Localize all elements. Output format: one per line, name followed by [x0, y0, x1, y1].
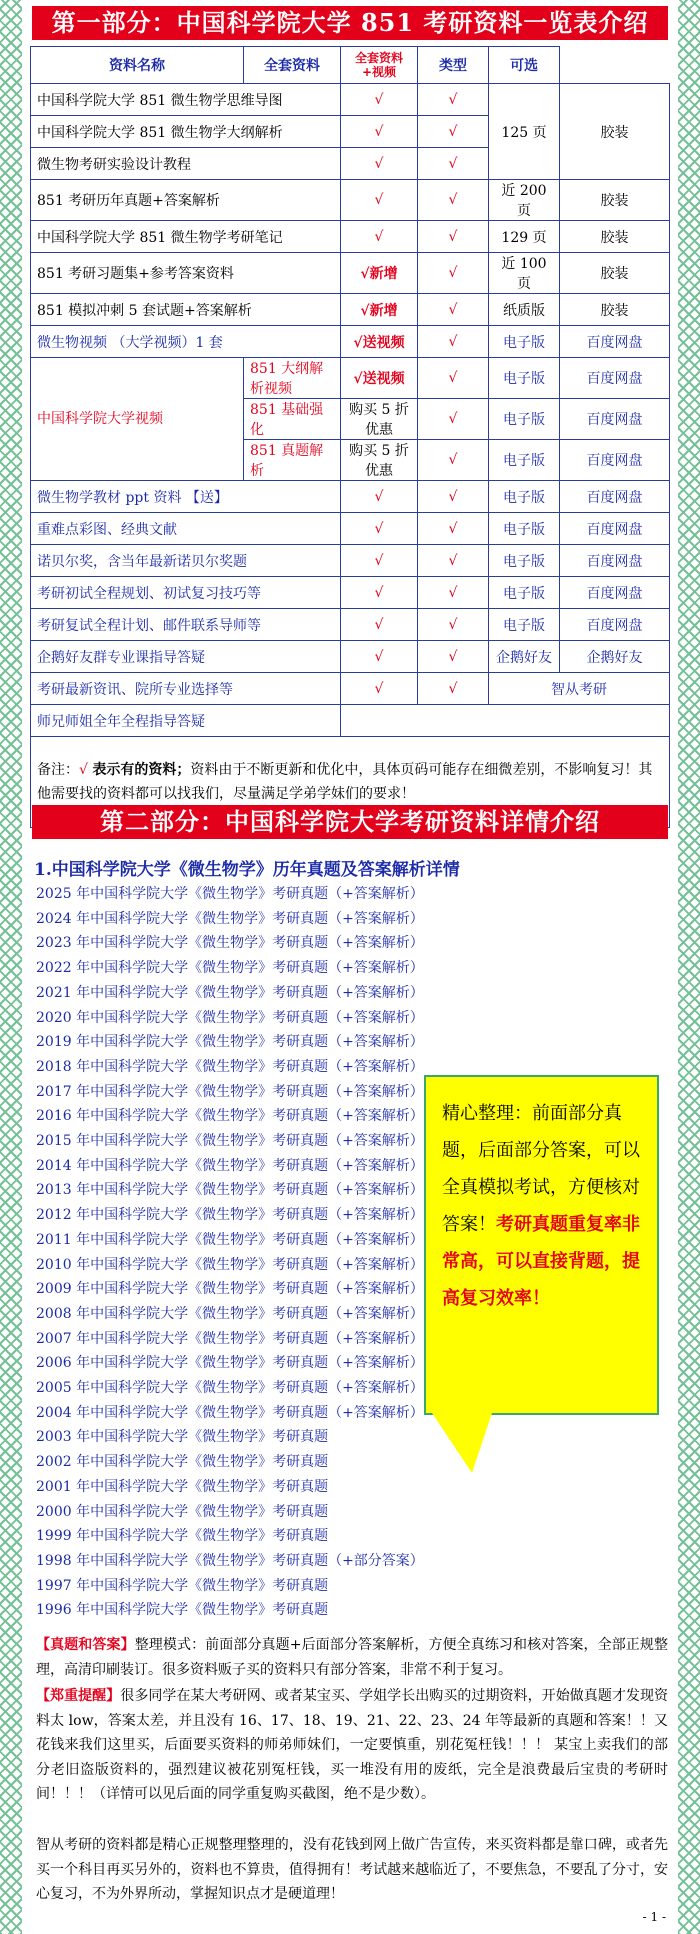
year-item: 2008 年中国科学院大学《微生物学》考研真题（+答案解析） [36, 1305, 424, 1322]
row-type: 电子版 [489, 358, 560, 399]
row-video: √ [418, 577, 489, 609]
row-name: 851 考研习题集+参考答案资料 [31, 253, 341, 294]
year-item: 2016 年中国科学院大学《微生物学》考研真题（+答案解析） [36, 1108, 424, 1125]
table-row [31, 641, 670, 673]
para2-text: 很多同学在某大考研网、或者某宝买、学姐学长出购买的过期资料，开始做真题才发现资料太 low，答案太差，并且没有 16、17、18、19、21、22、23、24 年等最新的真题和答案！！又花钱来我们这里买，后面要买资料的师弟师妹们，一定要慎重，别花冤枉钱！！！ 某宝上卖我们的部分老旧盗版资料的，强烈建议被花别冤枉钱，买一堆没有用的废纸，完全是浪费最后宝贵的考研时间！！！（详情可以见后面的同学重复购买截图，绝不是少数）。 [36, 1688, 669, 1802]
row-type: 电子版 [489, 545, 560, 577]
row-name: 企鹅好友群专业课指导答疑 [31, 641, 341, 673]
row-type: 电子版 [489, 481, 560, 513]
row-video: √ [418, 294, 489, 326]
row-name: 考研最新资讯、院所专业选择等 [31, 673, 341, 705]
table-row [31, 294, 670, 326]
year-item: 2006 年中国科学院大学《微生物学》考研真题（+答案解析） [36, 1355, 424, 1372]
row-type: 电子版 [489, 326, 560, 358]
row-full: √送视频 [341, 358, 418, 399]
row-opt: 百度网盘 [560, 481, 670, 513]
callout-black-text: 精心整理：前面部分真题，后面部分答案，可以全真模拟考试，方便核对答案！ [442, 1103, 640, 1235]
materials-table [30, 46, 670, 828]
paragraph-1 [36, 1633, 668, 1682]
note-check: √ [79, 762, 88, 778]
year-item: 2014 年中国科学院大学《微生物学》考研真题（+答案解析） [36, 1157, 424, 1174]
table-row [31, 326, 670, 358]
row-video: √ [418, 641, 489, 673]
right-decorative-border [678, 0, 700, 1934]
row-name: 中国科学院大学 851 微生物学大纲解析 [31, 116, 341, 148]
row-full: √ [341, 116, 418, 148]
row-full: √ [341, 84, 418, 116]
row-opt: 企鹅好友 [560, 641, 670, 673]
para1-text: 整理模式：前面部分真题+后面部分答案解析，方便全真练习和核对答案，全部正规整理，高清印刷装订。很多资料贩子买的资料只有部分答案，非常不利于复习。 [36, 1637, 669, 1678]
para2-label: 【郑重提醒】 [36, 1688, 121, 1704]
header-full-video: 全套资料+视频 [341, 47, 418, 84]
table-row [31, 673, 670, 705]
year-item: 2018 年中国科学院大学《微生物学》考研真题（+答案解析） [36, 1058, 424, 1075]
group-type: 125 页 [489, 84, 560, 180]
row-type: 电子版 [489, 513, 560, 545]
row-opt: 胶装 [560, 180, 670, 221]
header-full: 全套资料 [244, 47, 341, 84]
note-label: 备注： [37, 762, 79, 778]
row-type: 电子版 [489, 440, 560, 481]
year-item: 2022 年中国科学院大学《微生物学》考研真题（+答案解析） [36, 960, 424, 977]
row-opt: 百度网盘 [560, 545, 670, 577]
table-row [31, 609, 670, 641]
row-opt: 百度网盘 [560, 399, 670, 440]
row-full: √ [341, 148, 418, 180]
row-video: √ [418, 513, 489, 545]
header-name: 资料名称 [31, 47, 244, 84]
row-empty [341, 705, 670, 737]
callout-tail [432, 1413, 492, 1473]
table-row [31, 577, 670, 609]
left-decorative-border [0, 0, 22, 1934]
section-banner-1: 第一部分：中国科学院大学 851 考研资料一览表介绍 [32, 6, 668, 40]
table-row [31, 481, 670, 513]
year-item: 1996 年中国科学院大学《微生物学》考研真题 [36, 1602, 329, 1619]
year-item: 2005 年中国科学院大学《微生物学》考研真题（+答案解析） [36, 1380, 424, 1397]
table-row [31, 358, 670, 399]
row-type: 电子版 [489, 609, 560, 641]
table-row [31, 180, 670, 221]
year-item: 2004 年中国科学院大学《微生物学》考研真题（+答案解析） [36, 1404, 424, 1421]
row-video: √ [418, 545, 489, 577]
header-type: 类型 [418, 47, 489, 84]
row-name: 851 大纲解析视频 [244, 358, 341, 399]
row-opt: 胶装 [560, 294, 670, 326]
row-name: 诺贝尔奖，含当年最新诺贝尔奖题 [31, 545, 341, 577]
header-optional: 可选 [489, 47, 560, 84]
row-opt: 胶装 [560, 221, 670, 253]
year-item: 1999 年中国科学院大学《微生物学》考研真题 [36, 1528, 329, 1545]
year-item: 2011 年中国科学院大学《微生物学》考研真题（+答案解析） [36, 1231, 424, 1248]
row-video: √ [418, 84, 489, 116]
table-row [31, 513, 670, 545]
row-opt: 百度网盘 [560, 326, 670, 358]
year-item: 2003 年中国科学院大学《微生物学》考研真题 [36, 1429, 329, 1446]
table-row [31, 545, 670, 577]
row-full: √新增 [341, 253, 418, 294]
row-video: √ [418, 358, 489, 399]
year-item: 2001 年中国科学院大学《微生物学》考研真题 [36, 1478, 329, 1495]
row-type: 智从考研 [489, 673, 670, 705]
year-item: 2013 年中国科学院大学《微生物学》考研真题（+答案解析） [36, 1182, 424, 1199]
row-video: √ [418, 399, 489, 440]
video-group-label: 中国科学院大学视频 [31, 358, 244, 481]
year-item: 2009 年中国科学院大学《微生物学》考研真题（+答案解析） [36, 1281, 424, 1298]
table-row [31, 84, 670, 116]
year-item: 2000 年中国科学院大学《微生物学》考研真题 [36, 1503, 329, 1520]
row-video: √ [418, 180, 489, 221]
row-video: √ [418, 481, 489, 513]
page-number: - 1 - [642, 1910, 666, 1924]
row-full: 购买 5 折优惠 [341, 440, 418, 481]
section-banner-2: 第二部分：中国科学院大学考研资料详情介绍 [32, 805, 668, 839]
paragraph-2 [36, 1684, 668, 1807]
row-full: √ [341, 180, 418, 221]
row-type: 近 200 页 [489, 180, 560, 221]
row-full: √新增 [341, 294, 418, 326]
para1-label: 【真题和答案】 [36, 1637, 135, 1653]
row-type: 电子版 [489, 577, 560, 609]
row-video: √ [418, 148, 489, 180]
paragraph-3 [36, 1833, 668, 1907]
row-full: √ [341, 221, 418, 253]
row-opt: 百度网盘 [560, 440, 670, 481]
row-full: √ [341, 673, 418, 705]
row-name: 851 模拟冲刺 5 套试题+答案解析 [31, 294, 341, 326]
table-header-row [31, 47, 670, 84]
row-full: √ [341, 577, 418, 609]
row-full: √ [341, 641, 418, 673]
row-video: √ [418, 673, 489, 705]
row-video: √ [418, 116, 489, 148]
section1-title: 1.中国科学院大学《微生物学》历年真题及答案解析详情 [34, 860, 460, 880]
row-opt: 胶装 [560, 253, 670, 294]
row-full: √ [341, 481, 418, 513]
row-video: √ [418, 221, 489, 253]
row-type: 电子版 [489, 399, 560, 440]
year-item: 2021 年中国科学院大学《微生物学》考研真题（+答案解析） [36, 984, 424, 1001]
row-video: √ [418, 326, 489, 358]
year-item: 2015 年中国科学院大学《微生物学》考研真题（+答案解析） [36, 1133, 424, 1150]
row-name: 重难点彩图、经典文献 [31, 513, 341, 545]
table-row [31, 705, 670, 737]
row-name: 851 真题解析 [244, 440, 341, 481]
year-item: 2025 年中国科学院大学《微生物学》考研真题（+答案解析） [36, 886, 424, 902]
table-row [31, 253, 670, 294]
note-bold: 表示有的资料； [92, 762, 191, 778]
row-opt: 百度网盘 [560, 358, 670, 399]
row-name: 中国科学院大学 851 微生物学思维导图 [31, 84, 341, 116]
year-item: 2007 年中国科学院大学《微生物学》考研真题（+答案解析） [36, 1330, 424, 1347]
row-video: √ [418, 253, 489, 294]
row-opt: 百度网盘 [560, 609, 670, 641]
row-type: 企鹅好友 [489, 641, 560, 673]
row-name: 微生物考研实验设计教程 [31, 148, 341, 180]
row-type: 近 100 页 [489, 253, 560, 294]
row-full: √ [341, 513, 418, 545]
row-full: √ [341, 545, 418, 577]
note-text: 资料由于不断更新和优化中，具体页码可能存在细微差别，不影响复习！其他需要找的资料都可以找我们，尽量满足学弟学妹们的要求！ [37, 762, 653, 802]
row-opt: 百度网盘 [560, 577, 670, 609]
table-row [31, 221, 670, 253]
para3-text: 智从考研的资料都是精心正规整理整理的，没有花钱到网上做广告宣传，来买资料都是靠口碑，或者先买一个科目再买另外的，资料也不算贵，值得拥有！考试越来越临近了，不要焦急，不要乱了分寸，安心复习，不为外界所动，掌握知识点才是硬道理！ [36, 1837, 668, 1902]
row-video: √ [418, 440, 489, 481]
year-item: 2020 年中国科学院大学《微生物学》考研真题（+答案解析） [36, 1009, 424, 1026]
row-name: 微生物视频 （大学视频）1 套 [31, 326, 341, 358]
row-full: √ [341, 609, 418, 641]
year-item: 2019 年中国科学院大学《微生物学》考研真题（+答案解析） [36, 1034, 424, 1051]
row-name: 考研复试全程计划、邮件联系导师等 [31, 609, 341, 641]
year-item: 2010 年中国科学院大学《微生物学》考研真题（+答案解析） [36, 1256, 424, 1273]
row-name: 微生物学教材 ppt 资料 【送】 [31, 481, 341, 513]
group-opt: 胶装 [560, 84, 670, 180]
row-opt: 百度网盘 [560, 513, 670, 545]
year-item: 1998 年中国科学院大学《微生物学》考研真题（+部分答案） [36, 1552, 424, 1569]
row-type: 129 页 [489, 221, 560, 253]
years-list [36, 882, 424, 1623]
row-name: 中国科学院大学 851 微生物学考研笔记 [31, 221, 341, 253]
row-full: √送视频 [341, 326, 418, 358]
year-item: 2023 年中国科学院大学《微生物学》考研真题（+答案解析） [36, 935, 424, 952]
year-item: 2012 年中国科学院大学《微生物学》考研真题（+答案解析） [36, 1207, 424, 1224]
year-item: 2024 年中国科学院大学《微生物学》考研真题（+答案解析） [36, 910, 424, 927]
row-name: 851 考研历年真题+答案解析 [31, 180, 341, 221]
year-item: 2017 年中国科学院大学《微生物学》考研真题（+答案解析） [36, 1083, 424, 1100]
row-name: 考研初试全程规划、初试复习技巧等 [31, 577, 341, 609]
row-full: 购买 5 折优惠 [341, 399, 418, 440]
callout-red-text: 考研真题重复率非常高，可以直接背题，提高复习效率！ [442, 1214, 640, 1309]
year-item: 1997 年中国科学院大学《微生物学》考研真题 [36, 1577, 329, 1594]
row-name: 师兄师姐全年全程指导答疑 [31, 705, 341, 737]
row-video: √ [418, 609, 489, 641]
row-name: 851 基础强化 [244, 399, 341, 440]
callout-box [424, 1075, 659, 1415]
row-type: 纸质版 [489, 294, 560, 326]
year-item: 2002 年中国科学院大学《微生物学》考研真题 [36, 1454, 329, 1471]
